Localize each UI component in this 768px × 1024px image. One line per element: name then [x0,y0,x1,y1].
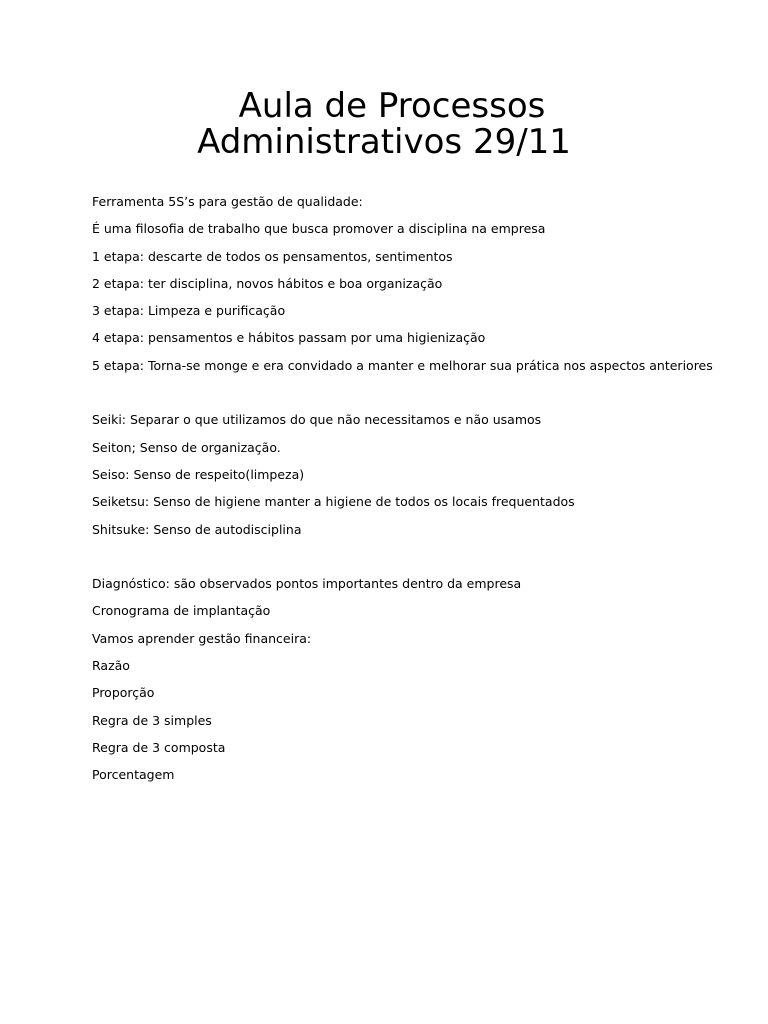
paragraph: Seiton; Senso de organização. [92,439,281,455]
document-title [0,88,768,160]
paragraph: 2 etapa: ter disciplina, novos hábitos e boa organização [92,275,443,291]
paragraph: Seiso: Senso de respeito(limpeza) [92,466,305,482]
paragraph: Proporção [92,685,155,701]
paragraph: Seiki: Separar o que utilizamos do que não necessitamos e não usamos [92,412,542,428]
title-line: Aula de Processos [238,86,546,126]
paragraph: Regra de 3 simples [92,712,212,728]
paragraph: 3 etapa: Limpeza e purificação [92,303,286,319]
paragraph: Seiketsu: Senso de higiene manter a higiene de todos os locais frequentados [92,494,575,510]
paragraph: 4 etapa: pensamentos e hábitos passam por uma higienização [92,330,486,346]
paragraph: Shitsuke: Senso de autodisciplina [92,521,302,537]
paragraph: Vamos aprender gestão financeira: [92,630,312,646]
paragraph: Ferramenta 5S’s para gestão de qualidade: [92,194,363,209]
blank-paragraph [92,383,712,410]
paragraph: 5 etapa: Torna-se monge e era convidado a manter e melhorar sua prática nos aspectos anteriores [92,357,713,373]
paragraph: Razão [92,658,130,674]
paragraph: Cronograma de implantação [92,603,271,619]
paragraph: Porcentagem [92,767,175,783]
title-line: Administrativos 29/11 [197,122,571,162]
paragraph: Regra de 3 composta [92,739,226,755]
blank-paragraph [92,547,712,574]
paragraph: 1 etapa: descarte de todos os pensamentos, sentimentos [92,248,453,264]
document-body [92,192,712,793]
paragraph: Diagnóstico: são observados pontos importantes dentro da empresa [92,576,522,592]
paragraph: É uma filosofia de trabalho que busca promover a disciplina na empresa [92,221,546,237]
